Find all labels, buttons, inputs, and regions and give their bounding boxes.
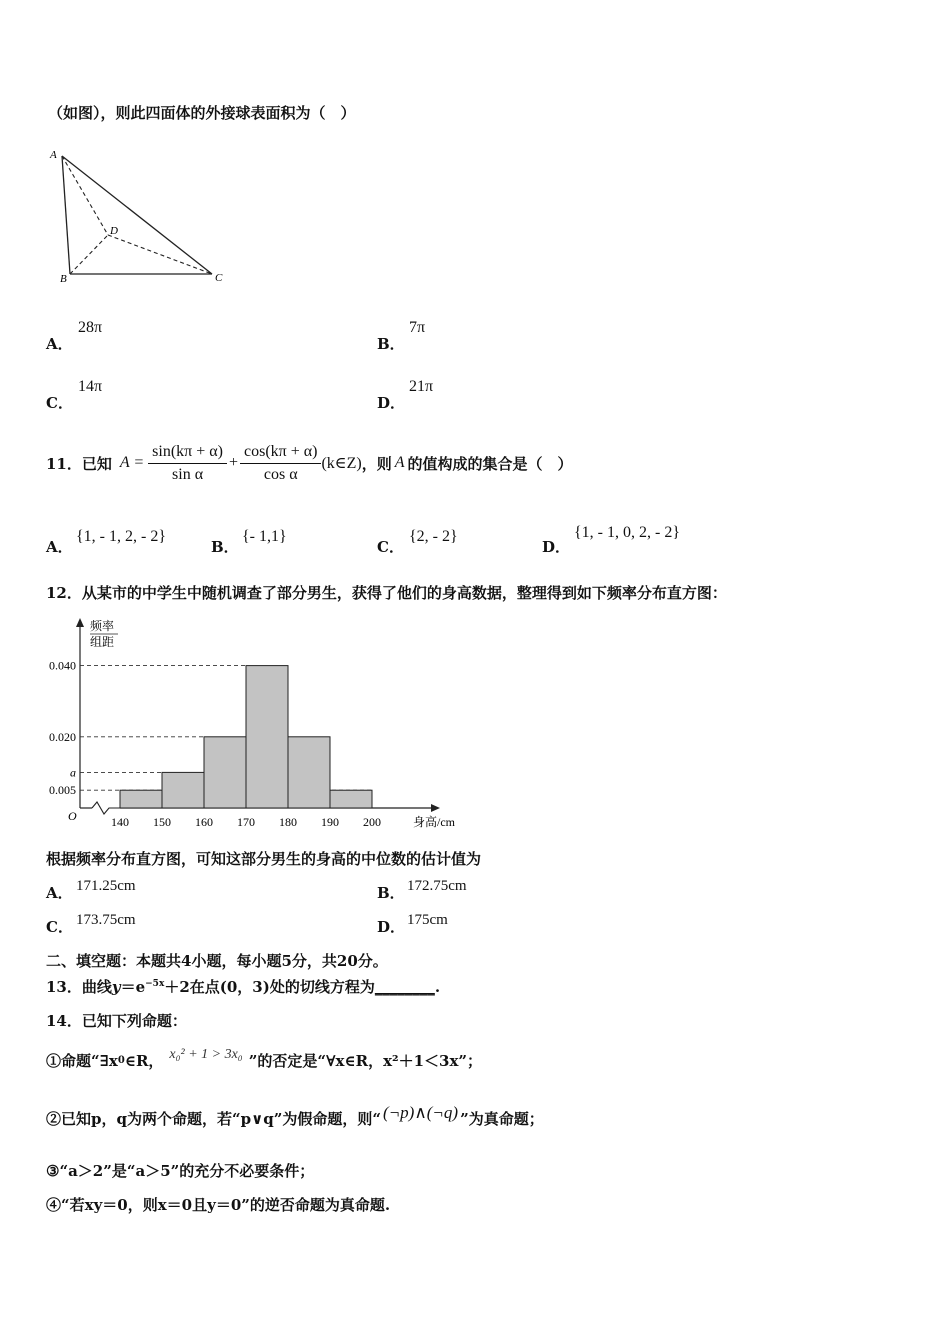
q10-option-c-label: C． <box>46 394 73 412</box>
q10-option-c-value: 14π <box>78 378 103 395</box>
y-label-bottom: 组距 <box>90 635 115 649</box>
q12-option-a-value: 171.25cm <box>76 878 136 894</box>
q10-option-a-label: A． <box>46 335 73 353</box>
axis-break-mark <box>92 802 120 814</box>
q11-fraction-sin <box>148 441 227 486</box>
edge-ad <box>62 156 108 235</box>
origin-label: O <box>68 809 77 823</box>
q10-option-b-value: 7π <box>409 319 426 336</box>
q11-option-c-label: C． <box>377 538 404 556</box>
q11-plus: + <box>228 454 238 471</box>
q11-tail-pre: ，则 <box>361 454 392 473</box>
q10-stem: （如图），则此四面体的外接球表面积为（ ） <box>48 104 356 122</box>
q14-item2-post: ”为真命题； <box>460 1110 544 1128</box>
x-tick-label: 140 <box>111 815 129 829</box>
q12-option-c-value: 173.75cm <box>76 912 136 928</box>
q11-lhs: A = <box>119 454 145 471</box>
histogram-bar-1 <box>120 790 162 808</box>
q11-option-b-label: B． <box>211 538 239 556</box>
q11-option-c-value: {2, - 2} <box>409 528 458 545</box>
y-label-top: 频率 <box>90 619 115 633</box>
y-axis-arrow <box>76 618 84 627</box>
section-2-heading: 二、填空题：本题共4小题，每小题5分，共20分。 <box>46 952 388 970</box>
y-tick-label: 0.020 <box>49 729 76 744</box>
q11-option-b-value: {- 1,1} <box>242 528 287 545</box>
q12-option-d-value: 175cm <box>407 912 448 928</box>
edge-ab <box>62 156 70 274</box>
q14-item1-formula: x₀² + 1 > 3x₀ <box>169 1046 243 1062</box>
edge-dc <box>108 235 212 274</box>
q14-item1-sub: 0 <box>117 1055 125 1066</box>
edge-bd <box>70 235 108 274</box>
q14-item-4: ④“若xy＝0，则x＝0且y＝0”的逆否命题为真命题. <box>46 1196 391 1214</box>
q13-exponent: −5x <box>145 979 165 989</box>
q13-stem <box>46 976 440 997</box>
x-tick-label: 190 <box>321 815 339 829</box>
q13-blank: ________ <box>374 978 435 996</box>
q12-stem: 12．从某市的中学生中随机调查了部分男生，获得了他们的身高数据，整理得到如下频率分布直方图： <box>46 584 727 602</box>
q11-condition: (k∈Z) <box>321 455 362 472</box>
q11-number: 11．已知 <box>46 454 112 473</box>
vertex-a-label: A <box>50 149 57 161</box>
q12-option-b-value: 172.75cm <box>407 878 467 894</box>
q14-item2-formula: (¬p)∧(¬q) <box>383 1102 459 1122</box>
q11-frac2-denominator: cos α <box>263 465 298 483</box>
histogram-bar-5 <box>288 737 330 808</box>
q10-option-d-label: D． <box>377 394 406 412</box>
q14-item-1 <box>46 1046 483 1071</box>
q10-option-a-value: 28π <box>78 319 103 336</box>
histogram-bar-2 <box>162 772 204 808</box>
q11-option-d-label: D． <box>542 538 571 556</box>
q11-frac2-numerator: cos(kπ + α) <box>240 441 321 464</box>
x-tick-label: 160 <box>195 815 213 829</box>
q13-eq: ＝e <box>120 978 146 996</box>
q12-question: 根据频率分布直方图，可知这部分男生的身高的中位数的估计值为 <box>46 850 482 868</box>
q12-option-d-label: D． <box>377 918 406 936</box>
vertex-c-label: C <box>215 272 223 284</box>
q11-option-d-value: {1, - 1, 0, 2, - 2} <box>574 524 681 541</box>
y-tick-label: 0.005 <box>49 783 76 798</box>
x-axis-arrow <box>431 804 440 812</box>
q14-item-2 <box>46 1102 544 1129</box>
q12-option-b-label: B． <box>377 884 405 902</box>
q11-option-a-label: A． <box>46 538 73 556</box>
y-tick-label: 0.040 <box>49 658 76 673</box>
vertex-d-label: D <box>110 225 118 237</box>
q14-item1-pre: ①命题“∃x <box>46 1052 118 1070</box>
edge-ac <box>62 156 212 274</box>
q14-item2-pre: ②已知p，q为两个命题，若“p∨q”为假命题，则“ <box>46 1110 382 1128</box>
q11-option-a-value: {1, - 1, 2, - 2} <box>76 528 167 545</box>
x-axis-label: 身高/cm <box>413 815 455 829</box>
q10-option-b-label: B． <box>377 335 405 353</box>
q11-tail-var: A <box>394 454 405 471</box>
q11-frac1-numerator: sin(kπ + α) <box>148 441 227 464</box>
q10-option-d-value: 21π <box>409 378 434 395</box>
x-tick-label: 200 <box>363 815 381 829</box>
x-tick-label: 170 <box>237 815 255 829</box>
q12-option-c-label: C． <box>46 918 73 936</box>
histogram-bar-4 <box>246 666 288 808</box>
histogram-bar-3 <box>204 737 246 808</box>
y-tick-label: a <box>70 765 76 780</box>
x-tick-label: 180 <box>279 815 297 829</box>
frequency-histogram <box>30 612 480 837</box>
tetrahedron-figure <box>40 142 240 292</box>
q13-end: . <box>434 978 441 996</box>
q11-tail-post: 的值构成的集合是（ ） <box>407 454 573 473</box>
q14-title: 14．已知下列命题： <box>46 1012 187 1030</box>
q14-item1-post: ”的否定是“∀x∈R，x²＋1＜3x”； <box>248 1052 483 1070</box>
q11-frac1-denominator: sin α <box>172 465 204 483</box>
q13-y: y <box>111 978 121 996</box>
vertex-b-label: B <box>60 273 67 285</box>
q11-fraction-cos <box>240 441 321 486</box>
q13-pre: 13．曲线 <box>46 978 112 996</box>
histogram-bar-6 <box>330 790 372 808</box>
q12-option-a-label: A． <box>46 884 73 902</box>
q14-item-3: ③“a＞2”是“a＞5”的充分不必要条件； <box>46 1162 315 1180</box>
x-tick-label: 150 <box>153 815 171 829</box>
q13-post: ＋2在点(0，3)处的切线方程为 <box>164 978 375 996</box>
q11-stem <box>46 438 573 488</box>
q14-item1-mid: ∈R， <box>124 1052 164 1070</box>
